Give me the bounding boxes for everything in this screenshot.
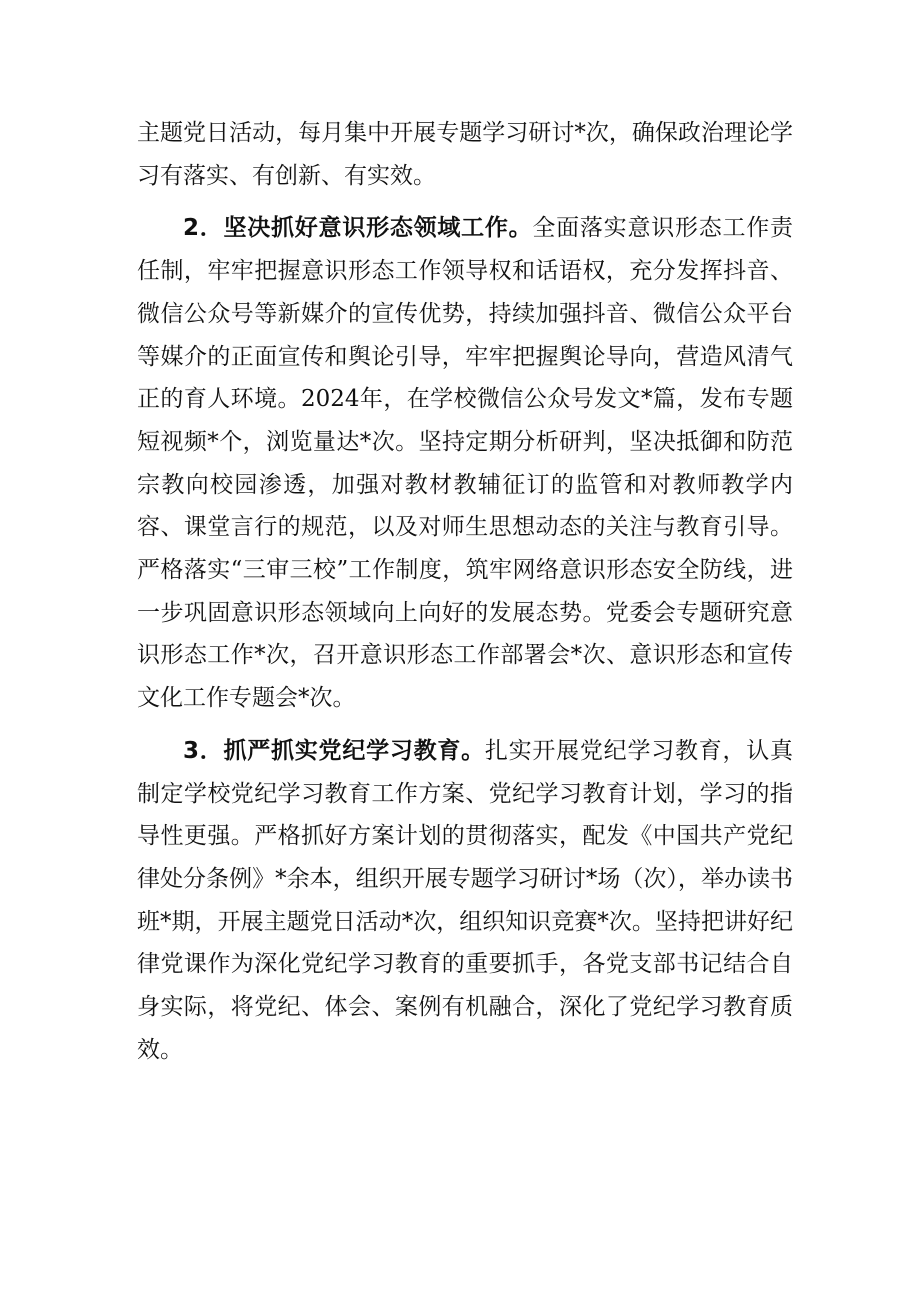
paragraph-gap — [137, 197, 793, 207]
paragraph-3-heading: 3．抓严抓实党纪学习教育。 — [183, 737, 485, 764]
document-body — [137, 112, 793, 1071]
paragraph-3-body: 扎实开展党纪学习教育，认真制定学校党纪学习教育工作方案、党纪学习教育计划，学习的指导性更强。严格抓好方案计划的贯彻落实，配发《中国共产党纪律处分条例》*余本，组织开展专题学习研讨*场（次），举办读书班*期，开展主题党日活动*次，组织知识竞赛*次。坚持把讲好纪律党课作为深化党纪学习教育的重要抓手，各党支部书记结合自身实际，将党纪、体会、案例有机融合，深化了党纪学习教育质效。 — [137, 737, 794, 1063]
paragraph-2 — [137, 207, 793, 719]
paragraph-2-body: 全面落实意识形态工作责任制，牢牢把握意识形态工作领导权和话语权，充分发挥抖音、微信公众号等新媒介的宣传优势，持续加强抖音、微信公众平台等媒介的正面宣传和舆论引导，牢牢把握舆论导向，营造风清气正的育人环境。2024年，在学校微信公众号发文*篇，发布专题短视频*个，浏览量达*次。坚持定期分析研判，坚决抵御和防范宗教向校园渗透，加强对教材教辅征订的监管和对教师教学内容、课堂言行的规范，以及对师生思想动态的关注与教育引导。严格落实“三审三校”工作制度，筑牢网络意识形态安全防线，进一步巩固意识形态领域向上向好的发展态势。党委会专题研究意识形态工作*次，召开意识形态工作部署会*次、意识形态和宣传文化工作专题会*次。 — [137, 215, 794, 712]
paragraph-2-heading: 2．坚决抓好意识形态领域工作。 — [183, 215, 533, 242]
paragraph-1 — [137, 112, 793, 197]
paragraph-1-body: 主题党日活动，每月集中开展专题学习研讨*次，确保政治理论学习有落实、有创新、有实效。 — [137, 120, 793, 189]
paragraph-gap — [137, 720, 793, 730]
paragraph-3 — [137, 730, 793, 1072]
